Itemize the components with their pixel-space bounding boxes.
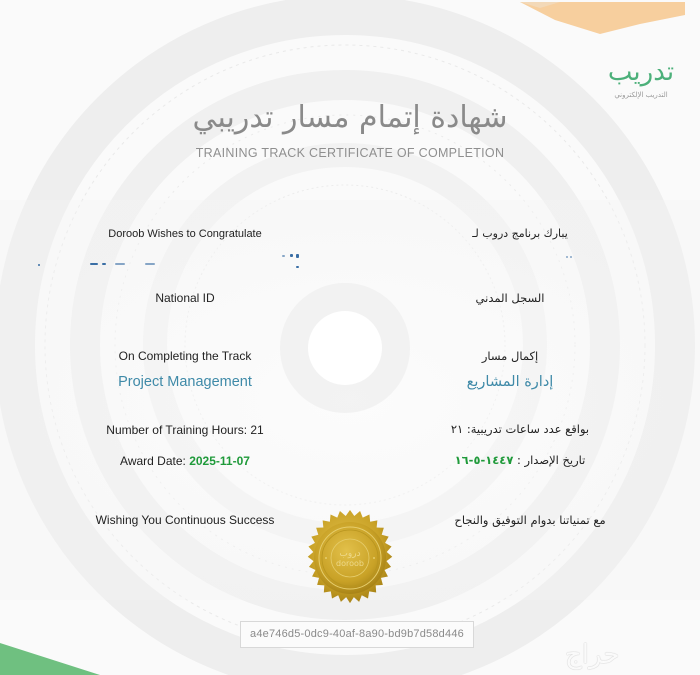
award-date-value-en: 2025-11-07 <box>189 454 250 468</box>
training-hours-en: Number of Training Hours: 21 <box>106 423 264 437</box>
seal-text-en: doroob <box>336 559 364 568</box>
hours-ar-block <box>400 421 640 437</box>
certificate-title-arabic: شهادة إتمام مسار تدريبي <box>192 100 508 135</box>
congratulate-label-ar: يبارك برنامج دروب لـ <box>472 227 568 240</box>
national-id-en-block <box>60 290 310 306</box>
award-date-label-ar: تاريخ الإصدار : <box>513 453 586 467</box>
track-en-block <box>60 348 310 392</box>
hours-en-block <box>60 422 310 438</box>
track-label-en: On Completing the Track <box>118 349 252 363</box>
award-date-en <box>60 453 310 469</box>
closing-message-en: Wishing You Continuous Success <box>95 513 275 527</box>
national-id-label-ar: السجل المدني <box>475 291 545 305</box>
congratulate-ar-block <box>400 226 640 242</box>
top-corner-decoration <box>0 0 700 50</box>
award-date-en-block <box>60 453 310 469</box>
track-ar-block <box>390 348 630 392</box>
track-name-en: Project Management <box>118 374 252 390</box>
award-date-ar-block <box>400 452 640 468</box>
recipient-name-redacted <box>30 252 670 274</box>
track-label-ar: إكمال مسار <box>481 349 539 363</box>
logo-subtext: التدريب الإلكتروني <box>614 91 668 99</box>
closing-ar-block <box>410 512 650 528</box>
award-date-label-en: Award Date: <box>120 454 190 468</box>
congratulate-label-en: Doroob Wishes to Congratulate <box>108 228 262 240</box>
haraj-watermark: حراج <box>565 640 620 670</box>
gold-seal-icon <box>302 510 398 606</box>
seal-text-ar: دروب <box>339 549 361 559</box>
congratulate-en-block <box>60 226 310 242</box>
award-date-value-ar: ١٤٤٧-٥-١٦ <box>454 453 514 467</box>
track-name-ar: إدارة المشاريع <box>466 374 554 390</box>
tadreeb-logo <box>596 56 686 100</box>
logo-text: تدريب <box>607 57 675 87</box>
bottom-corner-decoration <box>0 590 200 675</box>
certificate-title-english: TRAINING TRACK CERTIFICATE OF COMPLETION <box>195 146 505 160</box>
training-hours-ar: بواقع عدد ساعات تدريبية: ٢١ <box>450 422 590 436</box>
closing-en-block <box>60 512 310 528</box>
closing-message-ar: مع تمنياتنا بدوام التوفيق والنجاح <box>454 513 606 527</box>
award-date-ar <box>400 452 640 468</box>
verification-code[interactable]: a4e746d5-0dc9-40af-8a90-bd9b7d58d446 <box>240 621 474 648</box>
national-id-label-en: National ID <box>155 291 215 305</box>
center-circle-decoration <box>308 311 382 385</box>
national-id-ar-block <box>390 290 630 306</box>
